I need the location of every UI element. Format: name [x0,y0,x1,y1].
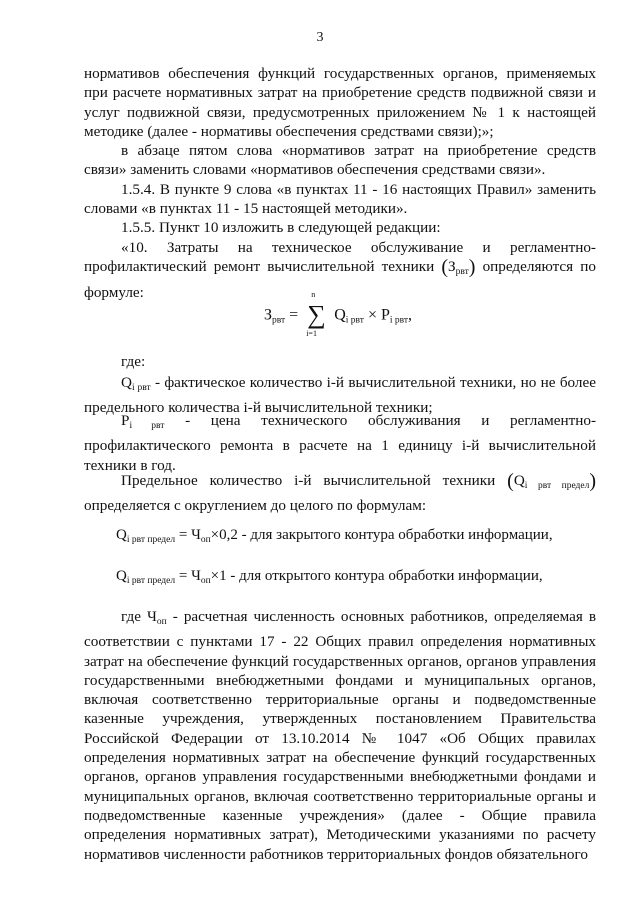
formula-q: Q [334,306,346,324]
formula-main [264,290,413,338]
formula-z-sub: рвт [272,315,286,326]
paragraph-4: 1.5.5. Пункт 10 изложить в следующей редакции: [121,219,441,236]
open-ch-sub: оп [200,576,211,586]
closed-coef: 0,2 [219,527,238,543]
formula-comma: , [408,306,413,324]
limit-q-sub: i рвт предел [524,481,590,491]
var-z-sub: рвт [455,267,469,278]
limit-close-paren: ) [589,470,596,492]
def-q-sub: i рвт [131,383,151,393]
limit-open-paren: ( [507,470,514,492]
closed-times: × [210,527,220,543]
paragraph-p-def [84,411,596,475]
formula-eq: = [289,306,299,324]
sigma-top: n [311,290,316,299]
var-z: З [448,258,456,276]
paragraph-2: в абзаце пятом слова «нормативов затрат на приобретение средств связи» заменить словами «нормативов обеспечения средствами связи». [84,142,596,179]
formula-open [116,568,543,586]
sigma-glyph: ∑ [307,300,326,329]
limit-text: Предельное количество i-й вычислительной техники [121,472,496,489]
closed-q: Q [116,527,127,543]
paragraph-ch-def [84,607,596,864]
paragraph-limit [84,471,596,516]
open-ch: Ч [191,568,201,584]
closed-ch: Ч [191,527,201,543]
paragraph-5-tail: определяются по формуле: [84,258,597,301]
open-paren: ( [441,256,449,279]
def-q-text: - фактическое количество i-й вычислительной техники, но не более предельного количества i-й вычислительной техники; [84,374,596,417]
limit-tail: определяется с округлением до целого по формулам: [84,497,427,515]
sigma-symbol [305,290,327,338]
limit-q: Q [513,472,525,489]
closed-q-sub: i рвт предел [126,535,176,545]
open-q-sub: i рвт предел [126,576,176,586]
formula-p: P [380,306,390,324]
closed-ch-sub: оп [200,535,211,545]
ch-def-text: - расчетная численность основных работников, определяемая в соответствии с пунктами 17 - 22 Общих правил определения нормативных затрат на обеспечение функций государственных органов, органов управления государственными внебюджетными фондами и муниципальных органов, включая соответственно территориальные органы и подведомственные казенные учреждения, утвержденных постановлением Правительства Российской Федерации от 13.10.2014 № 1047 «Об Общих правилах определения нормативных затрат на обеспечение функций государственных органов, органов управления государственными внебюджетными фондами и муниципальных органов, включая соответственно территориальные органы и подведомственные казенные учреждения» (далее - Общие правила определения нормативных затрат), Методическими указаниями по расчету нормативов численности работников территориальных фондов обязательного [84,608,597,863]
ch-def-ch-sub: оп [156,617,167,627]
paragraph-5-text: «10. Затраты на техническое обслуживание и регламентно-профилактический ремонт вычислительной техники [84,239,596,276]
sigma-bottom: i=1 [306,329,317,338]
open-times: × [210,568,220,584]
def-p: P [121,412,130,429]
open-eq: = [178,568,188,584]
paragraph-5 [84,238,596,302]
ch-def-where: где [121,608,141,625]
formula-closed [116,527,553,545]
def-p-text: - цена технического обслуживания и регламентно-профилактического ремонта в расчете на 1 единицу i-й вычислительной техники в год. [84,412,596,474]
page-number: 3 [316,30,324,45]
paragraph-1: нормативов обеспечения функций государственных органов, применяемых при расчете нормативных затрат на приобретение средств подвижной связи и услуг подвижной связи, предусмотренных приложением № 1 к настоящей методике (далее - нормативы обеспечения средствами связи);»; [84,65,596,140]
formula-z: З [264,306,273,324]
def-p-sub: i рвт [129,421,165,431]
closed-text: - для закрытого контура обработки информации, [241,527,553,543]
open-coef: 1 [219,568,227,584]
def-q: Q [121,374,132,391]
ch-def-ch: Ч [146,608,157,625]
closed-eq: = [178,527,188,543]
formula-p-sub: i рвт [389,315,409,326]
paragraph-3: 1.5.4. В пункте 9 слова «в пунктах 11 - 16 настоящих Правил» заменить словами «в пунктах 11 - 15 настоящей методики». [84,181,596,218]
close-paren: ) [468,256,476,279]
open-q: Q [116,568,127,584]
formula-q-sub: i рвт [345,315,364,326]
formula-times: × [367,306,377,324]
paragraph-where: где: [121,353,146,370]
open-text: - для открытого контура обработки информации, [230,568,543,584]
